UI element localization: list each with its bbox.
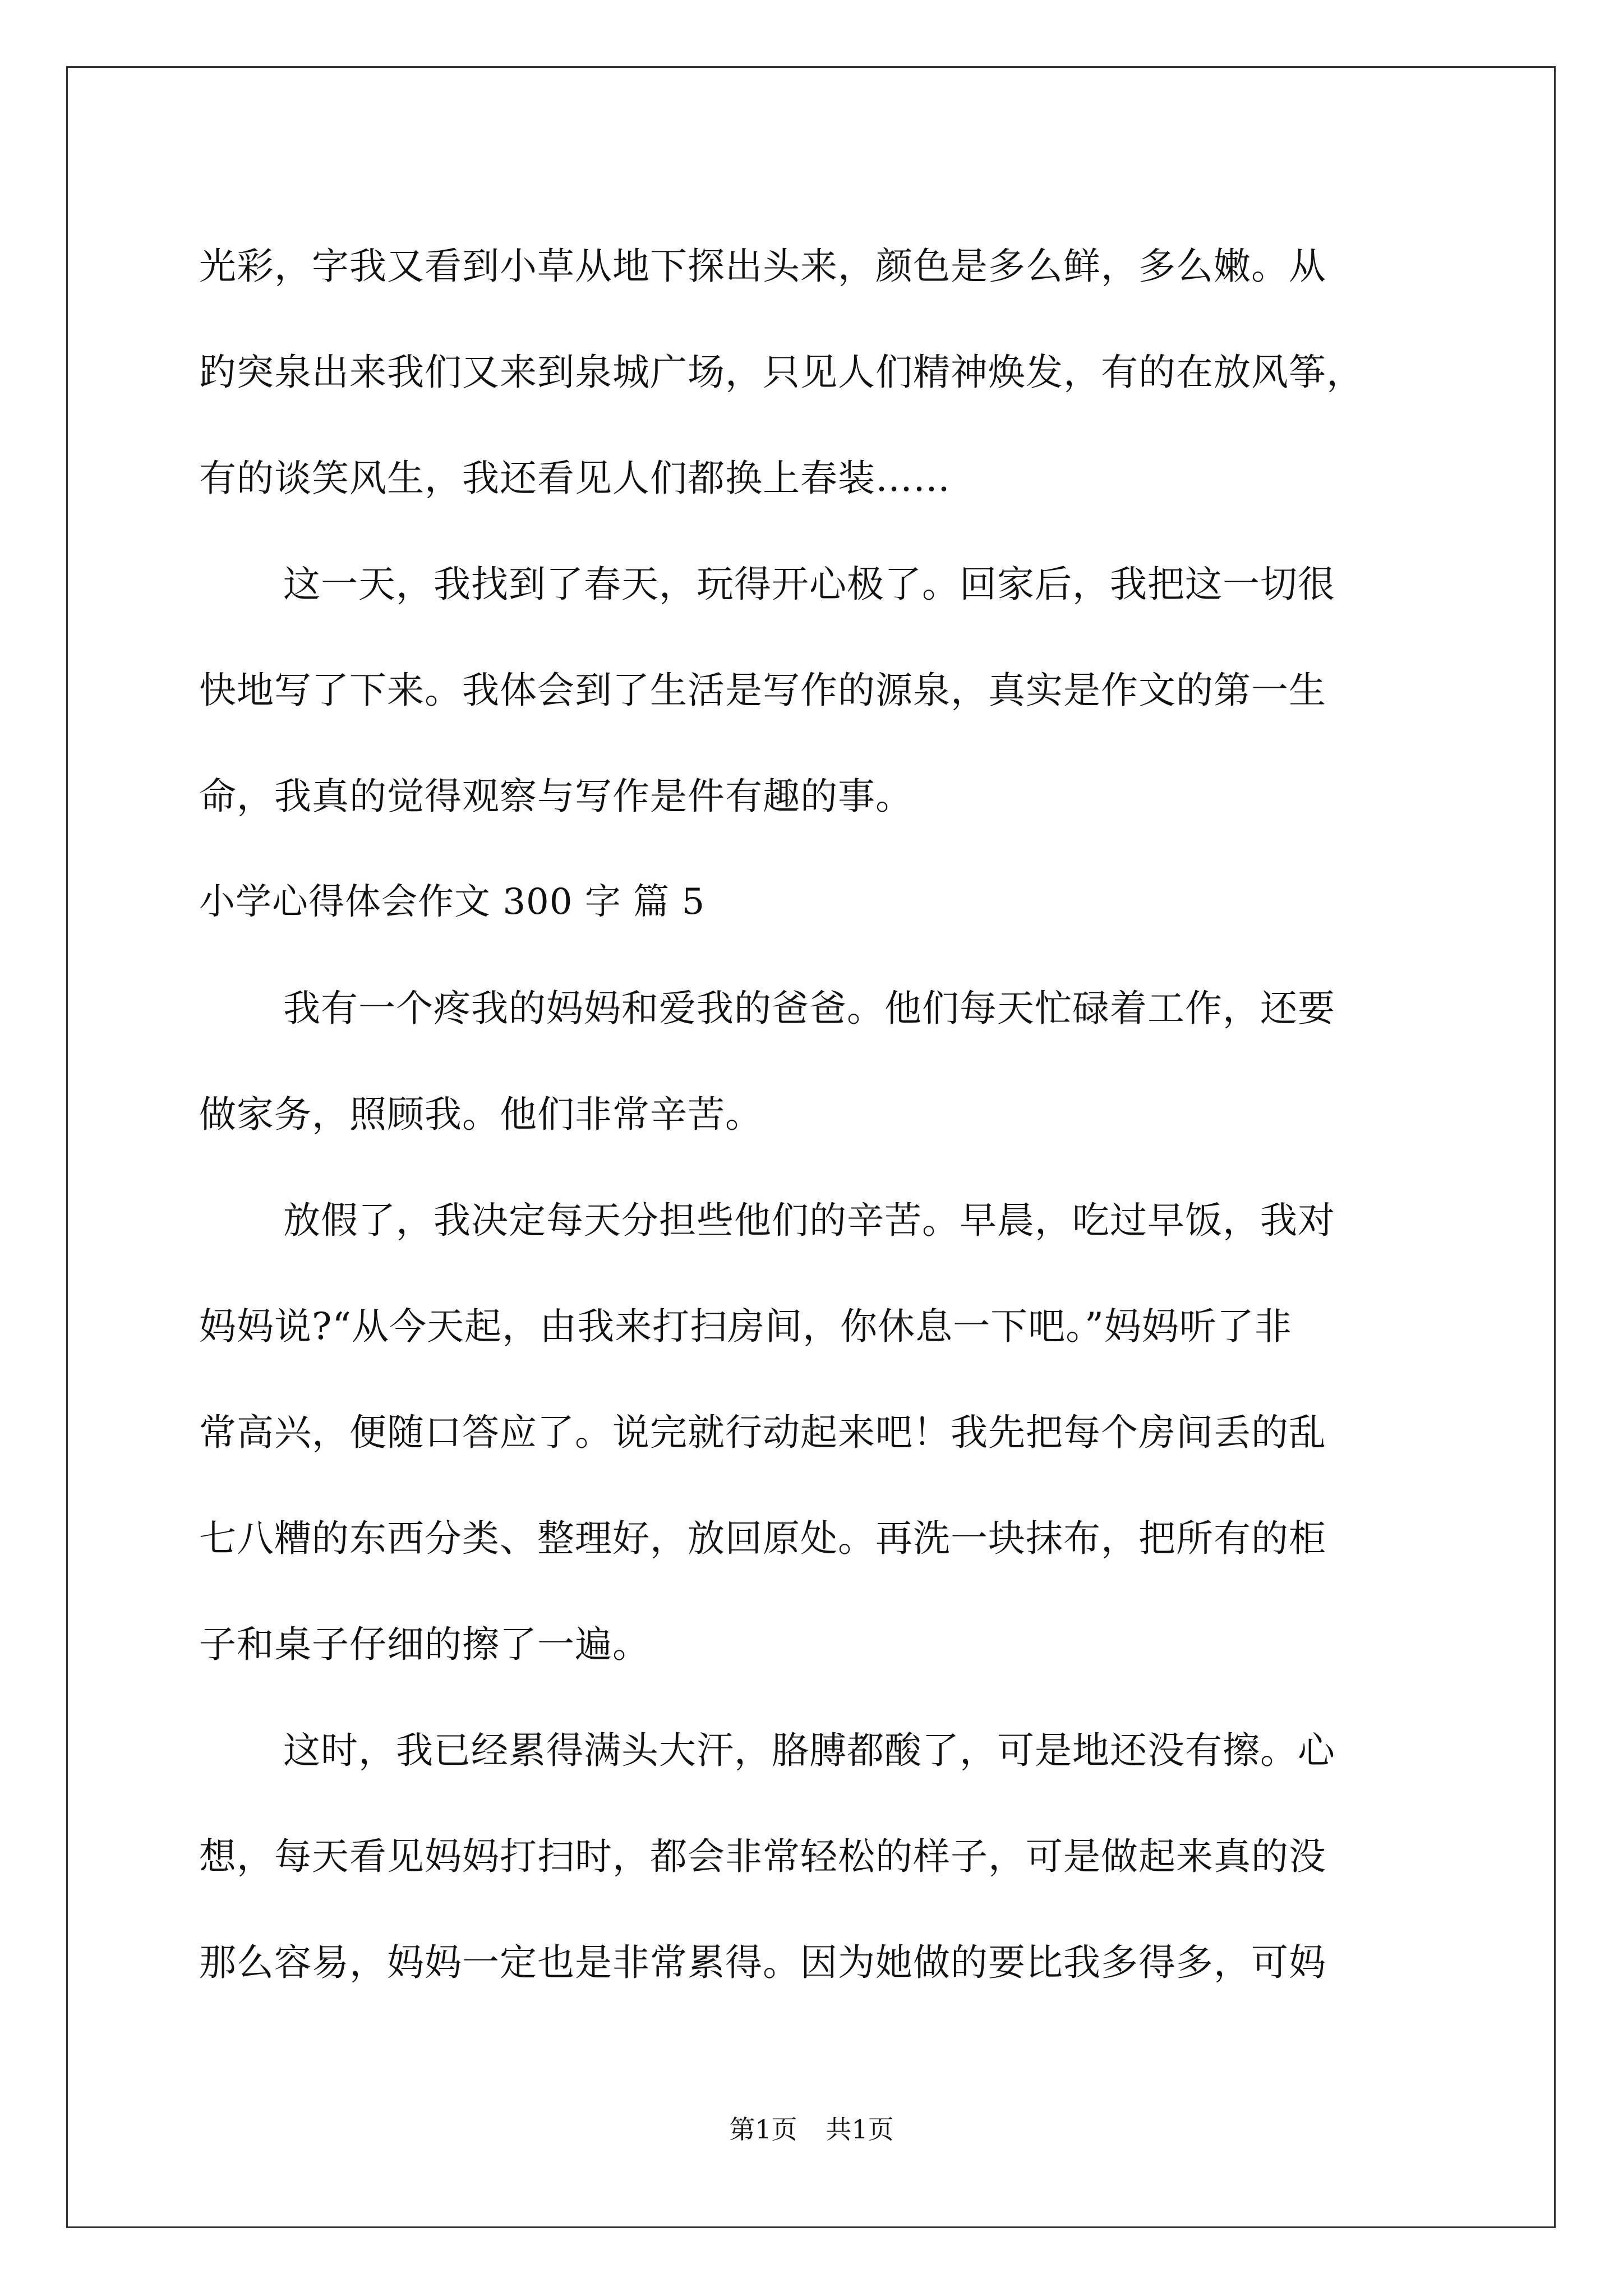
document-body [199, 213, 1433, 2016]
page-footer [0, 2109, 1623, 2146]
paragraph-start-line: 放假了，我决定每天分担些他们的辛苦。早晨，吃过早饭，我对 [283, 1199, 1335, 1242]
text-line: 那么容易，妈妈一定也是非常累得。因为她做的要比我多得多，可妈 [199, 1941, 1326, 1984]
page-number-current: 第1页 [729, 2114, 797, 2145]
paragraph-start-line: 我有一个疼我的妈妈和爱我的爸爸。他们每天忙碌着工作，还要 [283, 987, 1335, 1030]
page-number-total: 共1页 [826, 2114, 894, 2145]
paragraph-start-line: 这时，我已经累得满头大汗，胳膊都酸了，可是地还没有擦。心 [283, 1729, 1335, 1772]
text-line: 子和桌子仔细的擦了一遍。 [199, 1623, 650, 1666]
text-line: 快地写了下来。我体会到了生活是写作的源泉，真实是作文的第一生 [199, 669, 1326, 712]
paragraph-start-line: 这一天，我找到了春天，玩得开心极了。回家后，我把这一切很 [283, 563, 1335, 606]
text-line: 妈妈说?“从今天起，由我来打扫房间，你休息一下吧。”妈妈听了非 [199, 1305, 1292, 1348]
text-line: 有的谈笑风生，我还看见人们都换上春装…… [199, 457, 951, 500]
text-line: 做家务，照顾我。他们非常辛苦。 [199, 1093, 763, 1136]
text-line: 七八糟的东西分类、整理好，放回原处。再洗一块抹布，把所有的柜 [199, 1517, 1326, 1560]
section-heading: 小学心得体会作文 300 字 篇 5 [199, 881, 706, 923]
text-line: 常高兴，便随口答应了。说完就行动起来吧！我先把每个房间丢的乱 [199, 1411, 1326, 1454]
text-line: 命，我真的觉得观察与写作是件有趣的事。 [199, 775, 913, 818]
text-line: 趵突泉出来我们又来到泉城广场，只见人们精神焕发，有的在放风筝， [199, 351, 1364, 394]
text-line: 想，每天看见妈妈打扫时，都会非常轻松的样子，可是做起来真的没 [199, 1835, 1326, 1878]
text-line: 光彩，字我又看到小草从地下探出头来，颜色是多么鲜，多么嫩。从 [199, 245, 1326, 288]
